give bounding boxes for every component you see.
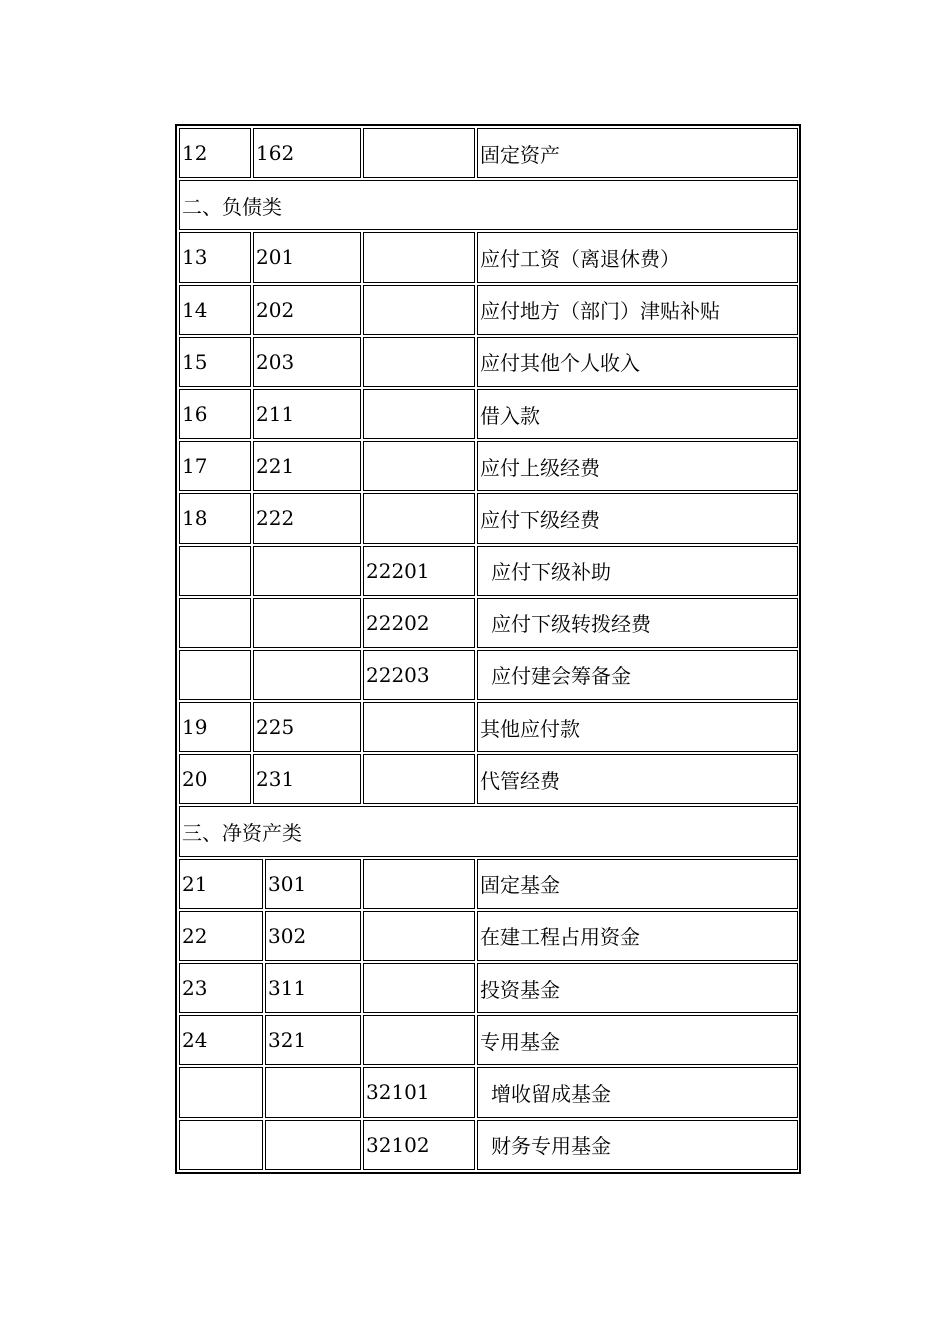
serial-number-cell [179,1120,263,1170]
sub-account-code-cell: 22201 [363,546,475,596]
sub-account-code-cell [363,911,475,961]
table-row [178,336,798,388]
account-name-cell: 代管经费 [477,754,798,804]
sub-account-code-cell: 32102 [363,1120,475,1170]
account-code-cell [265,1120,361,1170]
account-name-cell: 其他应付款 [477,702,798,752]
sub-account-code-cell [363,128,475,178]
sub-account-code-cell [363,493,475,543]
account-name-cell: 应付上级经费 [477,441,798,491]
account-name-cell: 增收留成基金 [477,1067,798,1117]
account-name-cell: 固定资产 [477,128,798,178]
table-row [178,753,798,805]
account-name-cell: 应付建会筹备金 [477,650,798,700]
account-code-cell: 301 [265,859,361,909]
sub-account-code-cell: 32101 [363,1067,475,1117]
serial-number-cell: 23 [179,963,263,1013]
section-header-row [178,805,798,857]
account-name-cell: 财务专用基金 [477,1120,798,1170]
table-row [178,858,798,910]
serial-number-cell: 22 [179,911,263,961]
sub-account-code-cell [363,702,475,752]
serial-number-cell: 14 [179,285,251,335]
sub-account-code-cell [363,754,475,804]
serial-number-cell: 15 [179,337,251,387]
table-row [178,649,798,701]
account-code-cell: 231 [253,754,361,804]
sub-account-code-cell [363,441,475,491]
table-row [178,962,798,1014]
section-label: 三、净资产类 [179,806,798,856]
account-name-cell: 应付其他个人收入 [477,337,798,387]
sub-account-code-cell [363,285,475,335]
serial-number-cell [179,1067,263,1117]
sub-account-code-cell [363,389,475,439]
account-code-cell: 211 [253,389,361,439]
account-table [175,124,801,1174]
sub-account-code-cell: 22202 [363,598,475,648]
sub-account-code-cell [363,337,475,387]
account-code-cell [253,546,361,596]
serial-number-cell: 21 [179,859,263,909]
account-name-cell: 应付下级转拨经费 [477,598,798,648]
table-row [178,597,798,649]
serial-number-cell: 24 [179,1015,263,1065]
sub-account-code-cell [363,1015,475,1065]
account-code-cell [253,598,361,648]
account-code-cell [253,650,361,700]
account-code-cell: 321 [265,1015,361,1065]
table-row [178,492,798,544]
serial-number-cell: 18 [179,493,251,543]
serial-number-cell [179,546,251,596]
table-row [178,1014,798,1066]
account-name-cell: 应付下级补助 [477,546,798,596]
account-code-cell: 225 [253,702,361,752]
account-name-cell: 应付工资（离退休费） [477,232,798,282]
sub-account-code-cell [363,232,475,282]
table-row [178,388,798,440]
account-code-cell [265,1067,361,1117]
table-row [178,910,798,962]
account-code-cell: 201 [253,232,361,282]
serial-number-cell: 17 [179,441,251,491]
account-name-cell: 应付地方（部门）津贴补贴 [477,285,798,335]
account-name-cell: 借入款 [477,389,798,439]
account-name-cell: 专用基金 [477,1015,798,1065]
table-row [178,440,798,492]
table-row [178,231,798,283]
table-row [178,284,798,336]
serial-number-cell: 19 [179,702,251,752]
serial-number-cell [179,650,251,700]
account-code-cell: 162 [253,128,361,178]
serial-number-cell: 12 [179,128,251,178]
serial-number-cell: 16 [179,389,251,439]
account-code-cell: 302 [265,911,361,961]
serial-number-cell [179,598,251,648]
table-row [178,545,798,597]
account-code-cell: 202 [253,285,361,335]
sub-account-code-cell [363,963,475,1013]
account-name-cell: 投资基金 [477,963,798,1013]
serial-number-cell: 13 [179,232,251,282]
account-code-cell: 221 [253,441,361,491]
table-row [178,1066,798,1118]
account-name-cell: 应付下级经费 [477,493,798,543]
account-code-cell: 203 [253,337,361,387]
serial-number-cell: 20 [179,754,251,804]
sub-account-code-cell: 22203 [363,650,475,700]
account-name-cell: 在建工程占用资金 [477,911,798,961]
account-code-cell: 222 [253,493,361,543]
table-row [178,127,798,179]
section-label: 二、负债类 [179,180,798,230]
account-name-cell: 固定基金 [477,859,798,909]
table-row [178,1119,798,1171]
section-header-row [178,179,798,231]
account-code-cell: 311 [265,963,361,1013]
table-row [178,701,798,753]
sub-account-code-cell [363,859,475,909]
